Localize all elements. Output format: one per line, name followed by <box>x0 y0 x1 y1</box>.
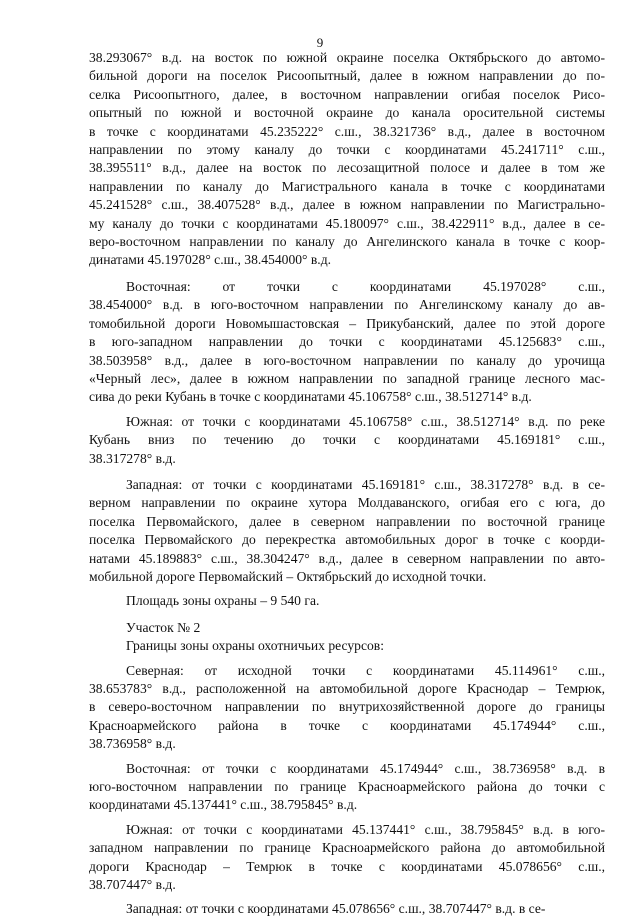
text-line: динатами 45.197028° с.ш., 38.454000° в.д. <box>89 252 332 268</box>
text-line: направлении по каналу до Магистрального канала в точке с координатами <box>89 178 605 194</box>
text-line: 38.707447° в.д. <box>89 877 176 893</box>
paragraph <box>89 821 605 895</box>
text-line: 38.653783° в.д., расположенной на автомобильной дороге Краснодар – Темрюк, <box>89 681 605 696</box>
text-line: селка Рисоопытного, далее, в восточном направлении огибая поселок Рисо- <box>89 86 605 102</box>
text-line: Красноармейского района в точке с координатами 45.174944° с.ш., <box>89 717 605 733</box>
text-line: сива до реки Кубань в точке с координатами 45.106758° с.ш., 38.512714° в.д. <box>89 389 532 405</box>
text-line: в юго-западном направлении до точки с координатами 45.125683° с.ш., <box>89 334 605 350</box>
text-line: бильной дороги на поселок Рисоопытный, далее в южном направлении до по- <box>89 68 605 84</box>
paragraph <box>89 592 605 610</box>
text-line: веро-восточном направлении по каналу до Ангелинского канала в точке с коор- <box>89 234 605 250</box>
text-line: 38.454000° в.д. в юго-восточном направлении по Ангелинскому каналу до ав- <box>89 297 605 313</box>
text-line: мобильной дороге Первомайский – Октябрьский до исходной точки. <box>89 568 487 584</box>
text-line: в северо-восточном направлении по внутрихозяйственной дороге до границы <box>89 699 605 715</box>
text-line: Южная: от точки с координатами 45.137441° с.ш., 38.795845° в.д. в юго- <box>126 821 605 837</box>
text-line: 38.293067° в.д. на восток по южной окраине поселка Октябрьского до автомо- <box>89 50 605 65</box>
text-line: Западная: от точки с координатами 45.169181° с.ш., 38.317278° в.д. в се- <box>126 476 605 492</box>
text-line: в точке с координатами 45.235222° с.ш., 38.321736° в.д., далее в восточном <box>89 123 605 139</box>
paragraph <box>89 476 605 586</box>
text-line: координатами 45.137441° с.ш., 38.795845° в.д. <box>89 797 358 813</box>
text-line: Южная: от точки с координатами 45.106758° с.ш., 38.512714° в.д. по реке <box>126 413 605 429</box>
text-line: Границы зоны охраны охотничьих ресурсов: <box>126 638 384 654</box>
paragraph <box>89 637 605 655</box>
paragraph <box>89 619 605 637</box>
text-line: 38.317278° в.д. <box>89 450 176 466</box>
text-line: натами 45.189883° с.ш., 38.304247° в.д., далее в северном направлении по авто- <box>89 550 605 566</box>
text-line: Участок № 2 <box>126 619 201 635</box>
text-line: поселка Первомайского, далее в северном направлении по восточной границе <box>89 513 605 529</box>
paragraph <box>89 760 605 815</box>
text-line: поселка Первомайского до перекрестка автомобильных дорог в точке с коорди- <box>89 532 605 548</box>
text-line: Северная: от исходной точки с координатами 45.114961° с.ш., <box>126 662 605 678</box>
paragraph <box>89 278 605 407</box>
text-line: томобильной дороги Новомышастовская – Прикубанский, далее по этой дороге <box>89 315 605 331</box>
text-line: Западная: от точки с координатами 45.078656° с.ш., 38.707447° в.д. в се- <box>126 901 546 917</box>
paragraph <box>89 900 605 918</box>
text-line: 45.241528° с.ш., 38.407528° в.д., далее в южном направлении по Магистрально- <box>89 197 605 213</box>
text-line: 38.395511° в.д., далее на восток по лесозащитной полосе и далее в том же <box>89 160 605 176</box>
paragraph <box>89 49 605 270</box>
paragraph-gap <box>89 270 605 278</box>
text-line: Кубань вниз по течению до точки с координатами 45.169181° с.ш., <box>89 432 605 448</box>
paragraph <box>89 662 605 754</box>
document-body <box>89 49 605 919</box>
text-line: Площадь зоны охраны – 9 540 га. <box>126 593 320 609</box>
paragraph-gap <box>89 611 605 619</box>
text-line: западном направлении по границе Красноармейского района до автомобильной <box>89 840 605 856</box>
text-line: «Черный лес», далее в южном направлении по западной границе лесного мас- <box>89 370 605 386</box>
text-line: Восточная: от точки с координатами 45.197028° с.ш., <box>126 278 605 294</box>
text-line: верном направлении по окраине хутора Молдаванского, огибая его с юга, до <box>89 495 605 511</box>
text-line: опытный по южной и восточной окраине до канала оросительной системы <box>89 105 605 121</box>
text-line: юго-восточном направлении по границе Красноармейского района до точки с <box>89 779 605 795</box>
paragraph <box>89 413 605 468</box>
text-line: дороги Краснодар – Темрюк в точке с координатами 45.078656° с.ш., <box>89 858 605 874</box>
text-line: Восточная: от точки с координатами 45.174944° с.ш., 38.736958° в.д. в <box>126 760 605 776</box>
page-number: 9 <box>316 35 324 50</box>
text-line: 38.503958° в.д., далее в юго-восточном направлении по каналу до урочища <box>89 352 605 368</box>
text-line: направлении по этому каналу до точки с координатами 45.241711° с.ш., <box>89 142 605 158</box>
text-line: 38.736958° в.д. <box>89 736 176 752</box>
text-line: му каналу до точки с координатами 45.180097° с.ш., 38.422911° в.д., далее в се- <box>89 215 605 231</box>
paragraph-gap <box>89 468 605 476</box>
